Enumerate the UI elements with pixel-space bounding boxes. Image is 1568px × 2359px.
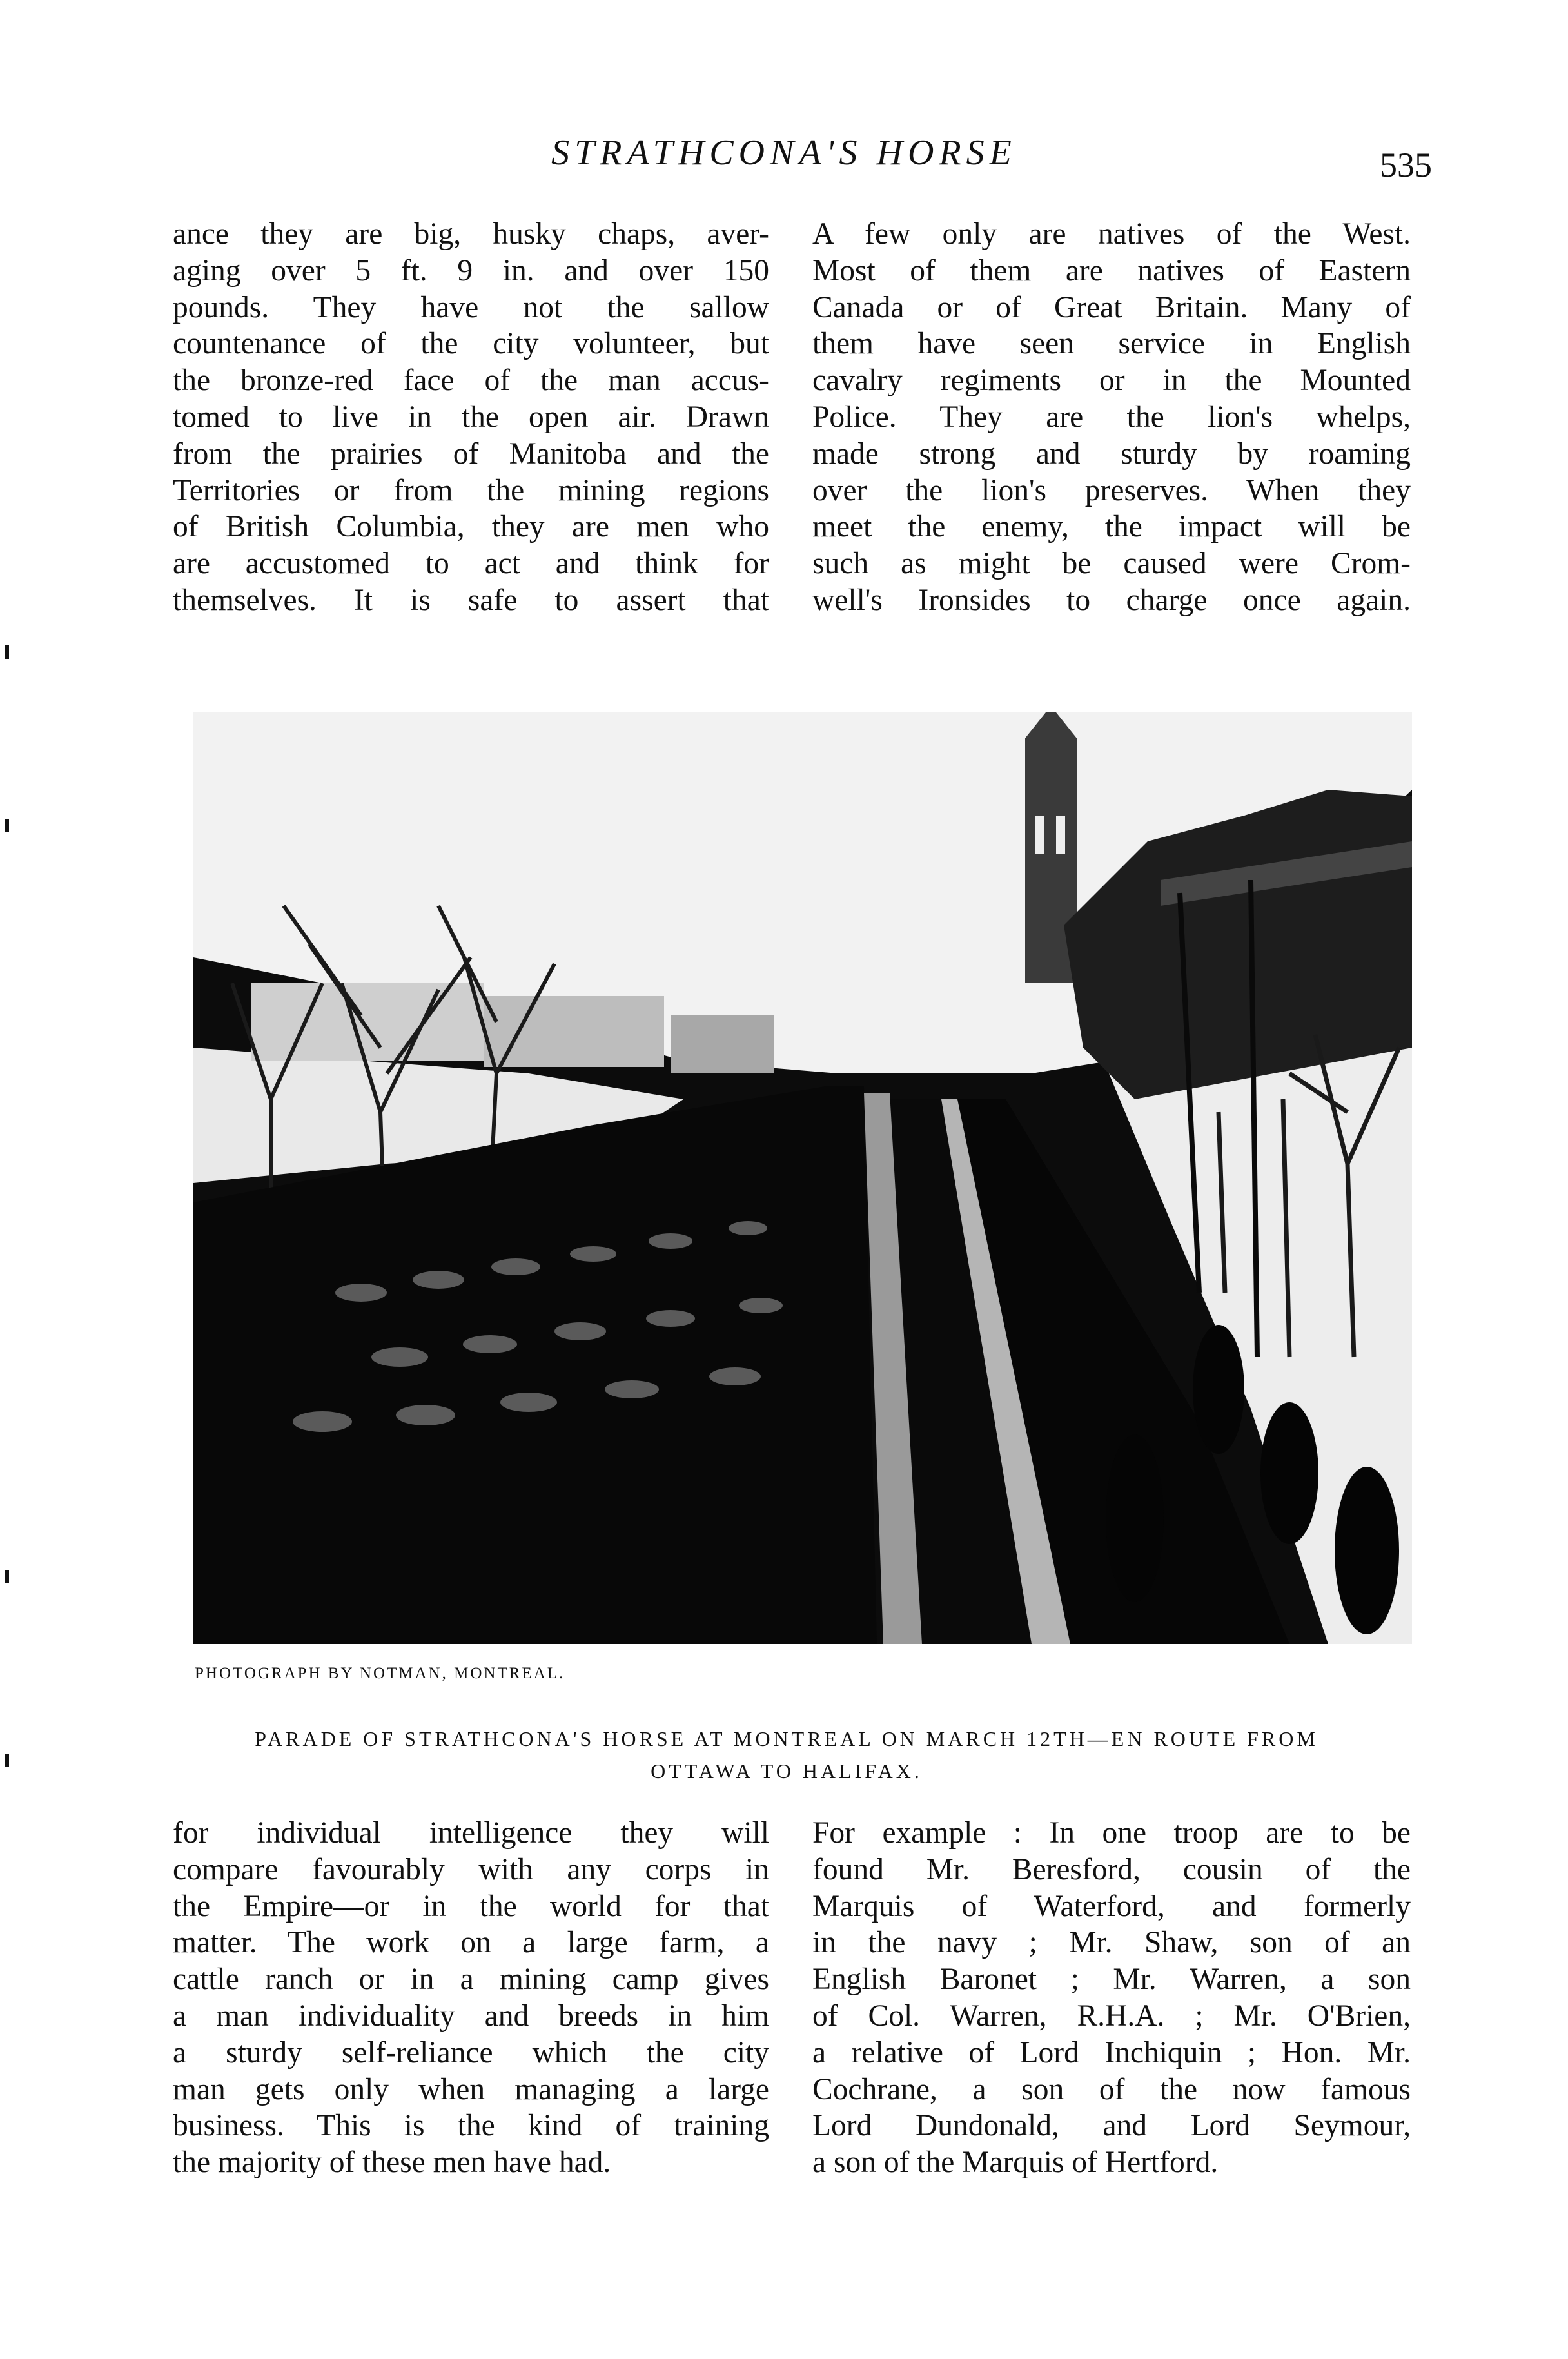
- text-line: for individual intelligence they will: [173, 1816, 769, 1850]
- text-line: such as might be caused were Crom-: [812, 547, 1411, 581]
- scan-mark: [5, 1754, 9, 1767]
- parade-photograph: [193, 712, 1412, 1644]
- text-line: compare favourably with any corps in: [173, 1852, 769, 1886]
- page-header: [0, 132, 1568, 184]
- text-line: them have seen service in English: [812, 327, 1411, 361]
- text-line: Cochrane, a son of the now famous: [812, 2072, 1411, 2106]
- text-line: a son of the Marquis of Hertford.: [812, 2146, 1219, 2180]
- text-line: themselves. It is safe to assert that: [173, 583, 769, 617]
- text-line: are accustomed to act and think for: [173, 547, 769, 581]
- column-bottom-left: [173, 1815, 769, 2181]
- text-line: a man individuality and breeds in him: [173, 1999, 769, 2033]
- text-line: Most of them are natives of Eastern: [812, 253, 1411, 288]
- text-line: from the prairies of Manitoba and the: [173, 436, 769, 471]
- text-line: of Col. Warren, R.H.A. ; Mr. O'Brien,: [812, 1999, 1411, 2033]
- text-line: countenance of the city volunteer, but: [173, 327, 769, 361]
- text-line: the bronze-red face of the man accus-: [173, 364, 769, 398]
- scan-mark: [5, 819, 9, 832]
- running-head: STRATHCONA'S HORSE: [551, 133, 1017, 173]
- text-line: Territories or from the mining regions: [173, 473, 769, 507]
- text-line: meet the enemy, the impact will be: [812, 510, 1411, 544]
- text-line: English Baronet ; Mr. Warren, a son: [812, 1963, 1411, 1997]
- text-line: pounds. They have not the sallow: [173, 290, 769, 324]
- text-line: the Empire—or in the world for that: [173, 1889, 769, 1923]
- column-bottom-right: [812, 1815, 1411, 2181]
- text-line: A few only are natives of the West.: [812, 217, 1411, 251]
- text-line: a relative of Lord Inchiquin ; Hon. Mr.: [812, 2035, 1411, 2070]
- column-top-left: [173, 216, 769, 619]
- photo-credit: PHOTOGRAPH BY NOTMAN, MONTREAL.: [195, 1665, 565, 1682]
- text-line: business. This is the kind of training: [173, 2109, 769, 2143]
- text-line: over the lion's preserves. When they: [812, 473, 1411, 507]
- text-line: Marquis of Waterford, and formerly: [812, 1889, 1411, 1923]
- scan-mark: [5, 1570, 9, 1583]
- caption-line: OTTAWA TO HALIFAX.: [651, 1759, 923, 1783]
- text-line: made strong and sturdy by roaming: [812, 436, 1411, 471]
- text-line: the majority of these men have had.: [173, 2146, 611, 2180]
- text-line: cattle ranch or in a mining camp gives: [173, 1963, 769, 1997]
- caption-line: PARADE OF STRATHCONA'S HORSE AT MONTREAL ON MARCH 12TH—EN ROUTE FROM: [255, 1727, 1318, 1750]
- text-line: a sturdy self-reliance which the city: [173, 2035, 769, 2070]
- text-line: found Mr. Beresford, cousin of the: [812, 1852, 1411, 1886]
- text-line: Canada or of Great Britain. Many of: [812, 290, 1411, 324]
- scan-mark: [5, 645, 9, 659]
- text-line: tomed to live in the open air. Drawn: [173, 400, 769, 434]
- text-line: in the navy ; Mr. Shaw, son of an: [812, 1926, 1411, 1960]
- text-line: of British Columbia, they are men who: [173, 510, 769, 544]
- figure-caption: [129, 1723, 1444, 1787]
- column-top-right: [812, 216, 1411, 619]
- text-line: man gets only when managing a large: [173, 2072, 769, 2106]
- text-line: For example : In one troop are to be: [812, 1816, 1411, 1850]
- text-line: aging over 5 ft. 9 in. and over 150: [173, 253, 769, 288]
- text-line: cavalry regiments or in the Mounted: [812, 364, 1411, 398]
- text-line: ance they are big, husky chaps, aver-: [173, 217, 769, 251]
- page-number: 535: [1380, 146, 1432, 184]
- text-line: well's Ironsides to charge once again.: [812, 583, 1411, 617]
- text-line: Lord Dundonald, and Lord Seymour,: [812, 2109, 1411, 2143]
- text-line: matter. The work on a large farm, a: [173, 1926, 769, 1960]
- text-line: Police. They are the lion's whelps,: [812, 400, 1411, 434]
